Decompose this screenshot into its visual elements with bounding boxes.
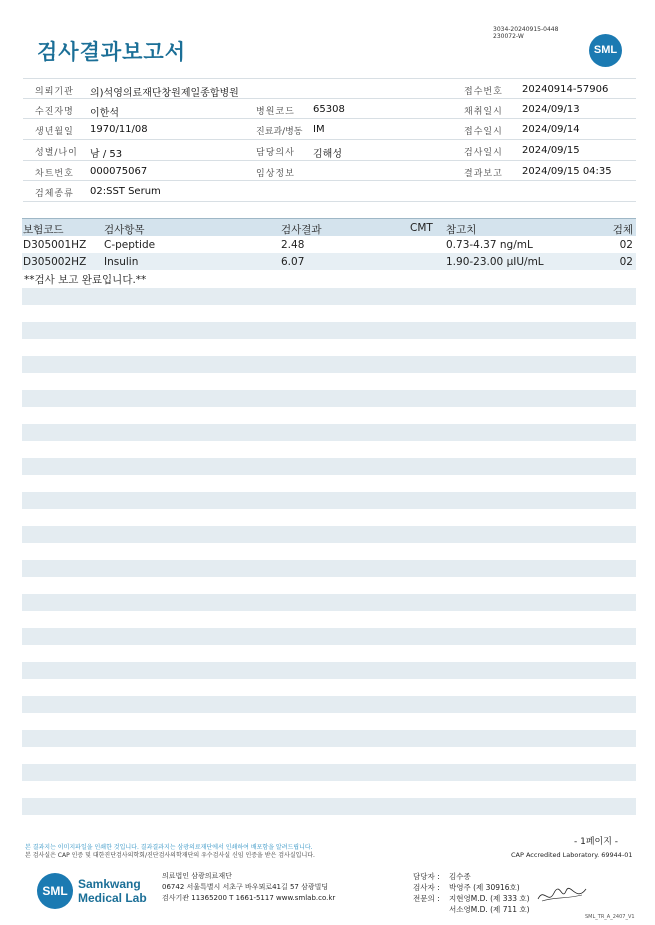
empty-row-stripe <box>22 288 636 305</box>
reference-range: 0.73-4.37 ng/mL <box>446 239 533 251</box>
test-name: C-peptide <box>104 239 156 251</box>
info-value: IM <box>313 124 325 136</box>
info-value: 2024/09/13 <box>522 103 580 115</box>
document-id-line2: 230072-W <box>493 33 524 40</box>
staff-name: 김수종 <box>449 872 471 881</box>
empty-row-stripe <box>22 662 636 679</box>
column-header: 보험코드 <box>23 224 64 236</box>
info-label: 의뢰기관 <box>35 87 74 97</box>
info-label: 수진자명 <box>35 106 74 117</box>
staff-list <box>413 871 530 915</box>
patient-info-table <box>23 78 636 202</box>
test-result: 6.07 <box>281 256 305 268</box>
empty-row-stripe <box>22 798 636 815</box>
info-value: 이한석 <box>90 107 119 119</box>
empty-row-stripe <box>22 458 636 475</box>
completion-note: **검사 보고 완료입니다.** <box>24 274 147 286</box>
lab-address <box>162 871 335 904</box>
info-label: 차트번호 <box>35 168 74 179</box>
info-label: 결과보고 <box>464 168 503 179</box>
info-value: 20240914-57906 <box>522 84 609 95</box>
results-header <box>22 218 636 236</box>
column-header: 검체 <box>612 224 633 236</box>
info-row <box>23 161 636 182</box>
empty-row-stripe <box>22 390 636 407</box>
signature-icon <box>536 883 588 907</box>
form-number: SML_TR_A_2407_V1 <box>585 914 635 920</box>
info-value: 김해성 <box>313 149 342 161</box>
insurance-code: D305001HZ <box>23 239 87 251</box>
document-id <box>493 26 558 40</box>
specimen-code: 02 <box>619 239 633 251</box>
staff-role: 검사자 : <box>413 883 440 892</box>
info-label: 성별/나이 <box>35 148 78 159</box>
empty-row-stripe <box>22 696 636 713</box>
brand-line2: Medical Lab <box>78 891 147 905</box>
info-value: 000075067 <box>90 165 148 177</box>
staff-role: 담당자 : <box>413 872 440 881</box>
info-value: 65308 <box>313 103 345 115</box>
print-notice: 본 결과지는 이미지파일을 인쇄한 것입니다. 결과결과지는 삼광의료재단에서 인쇄하여 배포함을 알려드립니다. <box>25 844 313 851</box>
empty-row-stripe <box>22 594 636 611</box>
info-row <box>23 181 636 202</box>
info-value: 1970/11/08 <box>90 124 148 136</box>
report-title: 검사결과보고서 <box>37 40 187 64</box>
empty-row-stripe <box>22 492 636 509</box>
empty-row-stripe <box>22 764 636 781</box>
info-label: 담당의사 <box>256 148 295 159</box>
brand-line1: Samkwang <box>78 877 141 891</box>
info-value: 2024/09/14 <box>522 124 580 136</box>
staff-row <box>413 893 530 904</box>
info-label: 검사일시 <box>464 148 503 159</box>
results-table <box>22 218 636 270</box>
sml-footer-logo-icon: SML <box>37 873 73 909</box>
empty-row-stripe <box>22 322 636 339</box>
table-row <box>22 253 636 270</box>
address-line: 06742 서울특별시 서초구 바우뫼로41길 57 삼광빌딩 <box>162 883 329 891</box>
empty-row-stripe <box>22 560 636 577</box>
column-header: 검사항목 <box>104 224 145 236</box>
staff-role: 전문의 : <box>413 894 440 903</box>
column-header: CMT <box>410 222 433 234</box>
brand-name <box>78 877 147 905</box>
test-result: 2.48 <box>281 239 305 251</box>
info-row <box>23 78 636 99</box>
info-value: 2024/09/15 <box>522 145 580 157</box>
test-name: Insulin <box>104 256 139 268</box>
staff-name: 지현영M.D. (제 333 호) <box>449 894 530 903</box>
empty-row-stripe <box>22 424 636 441</box>
staff-row <box>413 871 530 882</box>
page-number: - 1페이지 - <box>574 837 619 847</box>
info-label: 접수일시 <box>464 127 503 138</box>
staff-row <box>413 882 530 893</box>
sml-logo-icon: SML <box>589 34 622 67</box>
staff-row <box>413 904 530 915</box>
info-label: 채취일시 <box>464 106 503 117</box>
empty-row-stripe <box>22 356 636 373</box>
empty-row-stripe <box>22 628 636 645</box>
empty-row-stripe <box>22 526 636 543</box>
table-row <box>22 236 636 253</box>
column-header: 참고치 <box>446 224 477 236</box>
info-label: 검체종류 <box>35 189 74 200</box>
column-header: 검사결과 <box>281 224 322 236</box>
cap-accreditation: CAP Accredited Laboratory. 69944-01 <box>511 851 633 859</box>
info-value: 2024/09/15 04:35 <box>522 165 612 177</box>
empty-row-stripe <box>22 730 636 747</box>
info-label: 임상정보 <box>256 168 295 179</box>
staff-name: 서소영M.D. (제 711 호) <box>449 905 530 914</box>
specimen-code: 02 <box>619 256 633 268</box>
contact-line: 검사기관 11365200 T 1661-5117 www.smlab.co.kr <box>162 894 336 902</box>
info-row <box>23 140 636 161</box>
accreditation-notice: 본 검사실은 CAP 인증 및 대한진단검사의학회/진단검사의학재단의 우수검사실 신임 인증을 받은 검사실입니다. <box>25 852 315 859</box>
info-row <box>23 99 636 120</box>
info-label: 접수번호 <box>464 87 503 97</box>
reference-range: 1.90-23.00 μIU/mL <box>446 256 544 268</box>
info-value: 의)석영의료재단창원제일종합병원 <box>90 88 239 99</box>
staff-name: 박영주 (제 30916호) <box>449 883 520 892</box>
info-label: 진료과/병동 <box>256 127 303 138</box>
document-id-line1: 3034-20240915-0448 <box>493 26 559 33</box>
org-name: 의료법인 삼광의료재단 <box>162 872 232 880</box>
info-label: 병원코드 <box>256 106 295 117</box>
info-row <box>23 119 636 140</box>
info-label: 생년월일 <box>35 127 74 138</box>
info-value: 남 / 53 <box>90 149 123 161</box>
info-value: 02:SST Serum <box>90 186 161 198</box>
insurance-code: D305002HZ <box>23 256 87 268</box>
